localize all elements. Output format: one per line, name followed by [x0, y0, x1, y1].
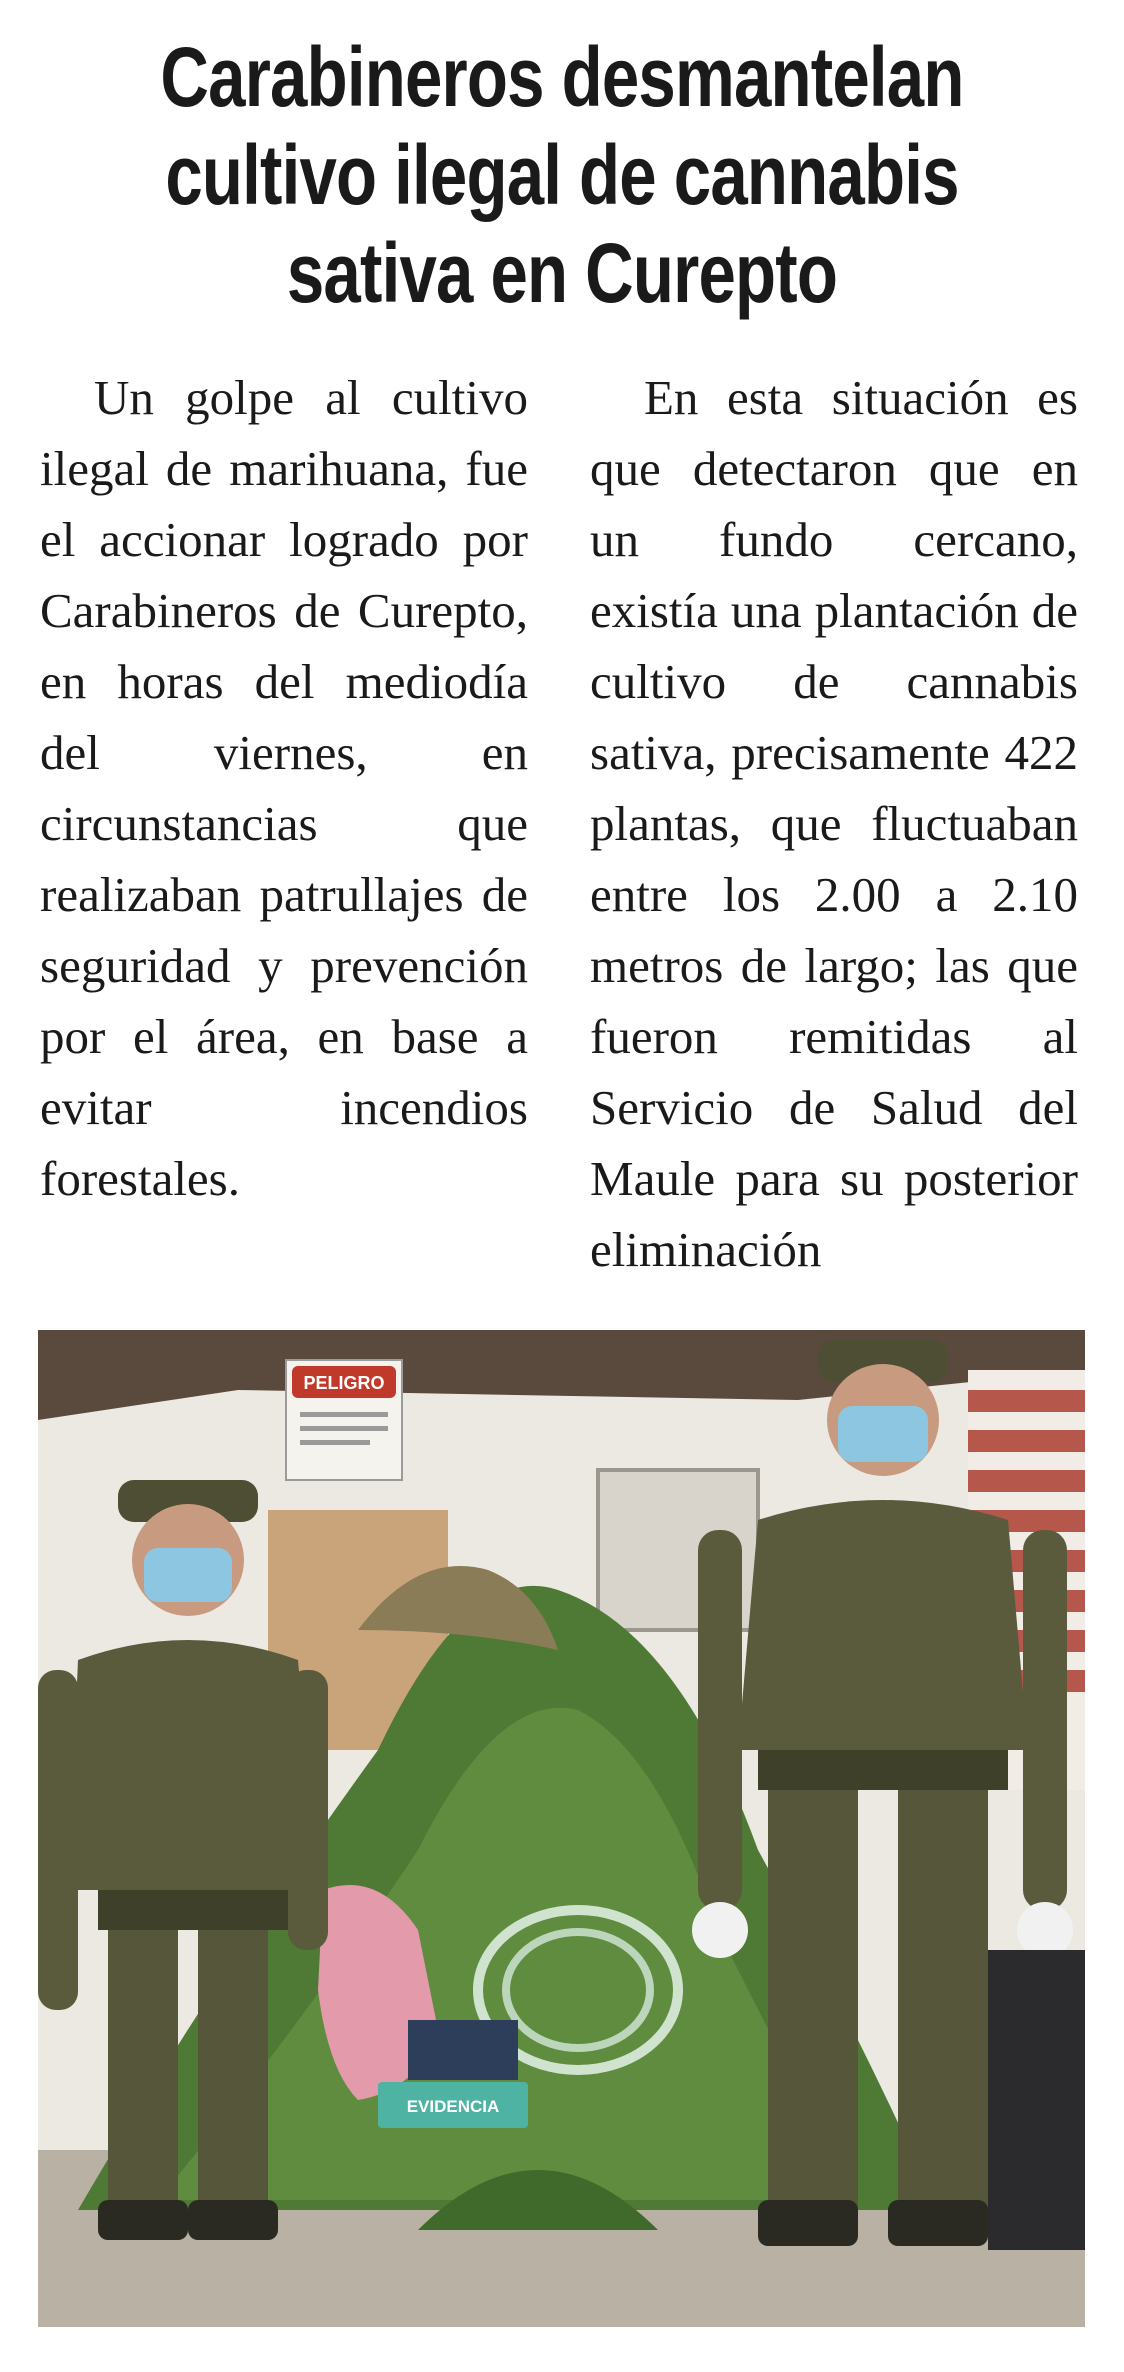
face-mask-left [144, 1548, 232, 1602]
paragraph-right: En esta situación es que detectaron que en un fundo cercano, existía una plantación de cultivo de cannabis sativa, precisamente 422 plantas, que fluctuaban entre los 2.00 a 2.10 metros de largo; las que fueron remitidas al Servicio de Salud del Maule para su posterior eliminación [590, 370, 1078, 1277]
battery [408, 2020, 518, 2080]
headline [128, 28, 995, 322]
evidence-label-text: EVIDENCIA [406, 2097, 500, 2116]
dark-bag [988, 1950, 1085, 2250]
paragraph-left: Un golpe al cultivo ilegal de marihuana, fue el accionar logrado por Carabineros de Curepto, en horas del mediodía del viernes, en circunstancias que realizaban patrullajes de seguridad y prevención por el área, en base a evitar incendios forestales. [40, 370, 528, 1206]
sign-text: PELIGRO [303, 1373, 385, 1393]
police-with-seized-plants-photo [38, 1330, 1085, 2327]
headline-line-1: Carabineros desmantelan [160, 30, 964, 124]
headline-line-3: sativa en Curepto [286, 226, 838, 320]
article-column-left [40, 362, 528, 1214]
headline-line-2: cultivo ilegal de cannabis [165, 128, 959, 222]
news-photo [38, 1330, 1085, 2327]
article-column-right [590, 362, 1078, 1285]
evidence-label [378, 2082, 528, 2128]
face-mask-right [838, 1406, 928, 1462]
warning-sign [286, 1360, 402, 1480]
